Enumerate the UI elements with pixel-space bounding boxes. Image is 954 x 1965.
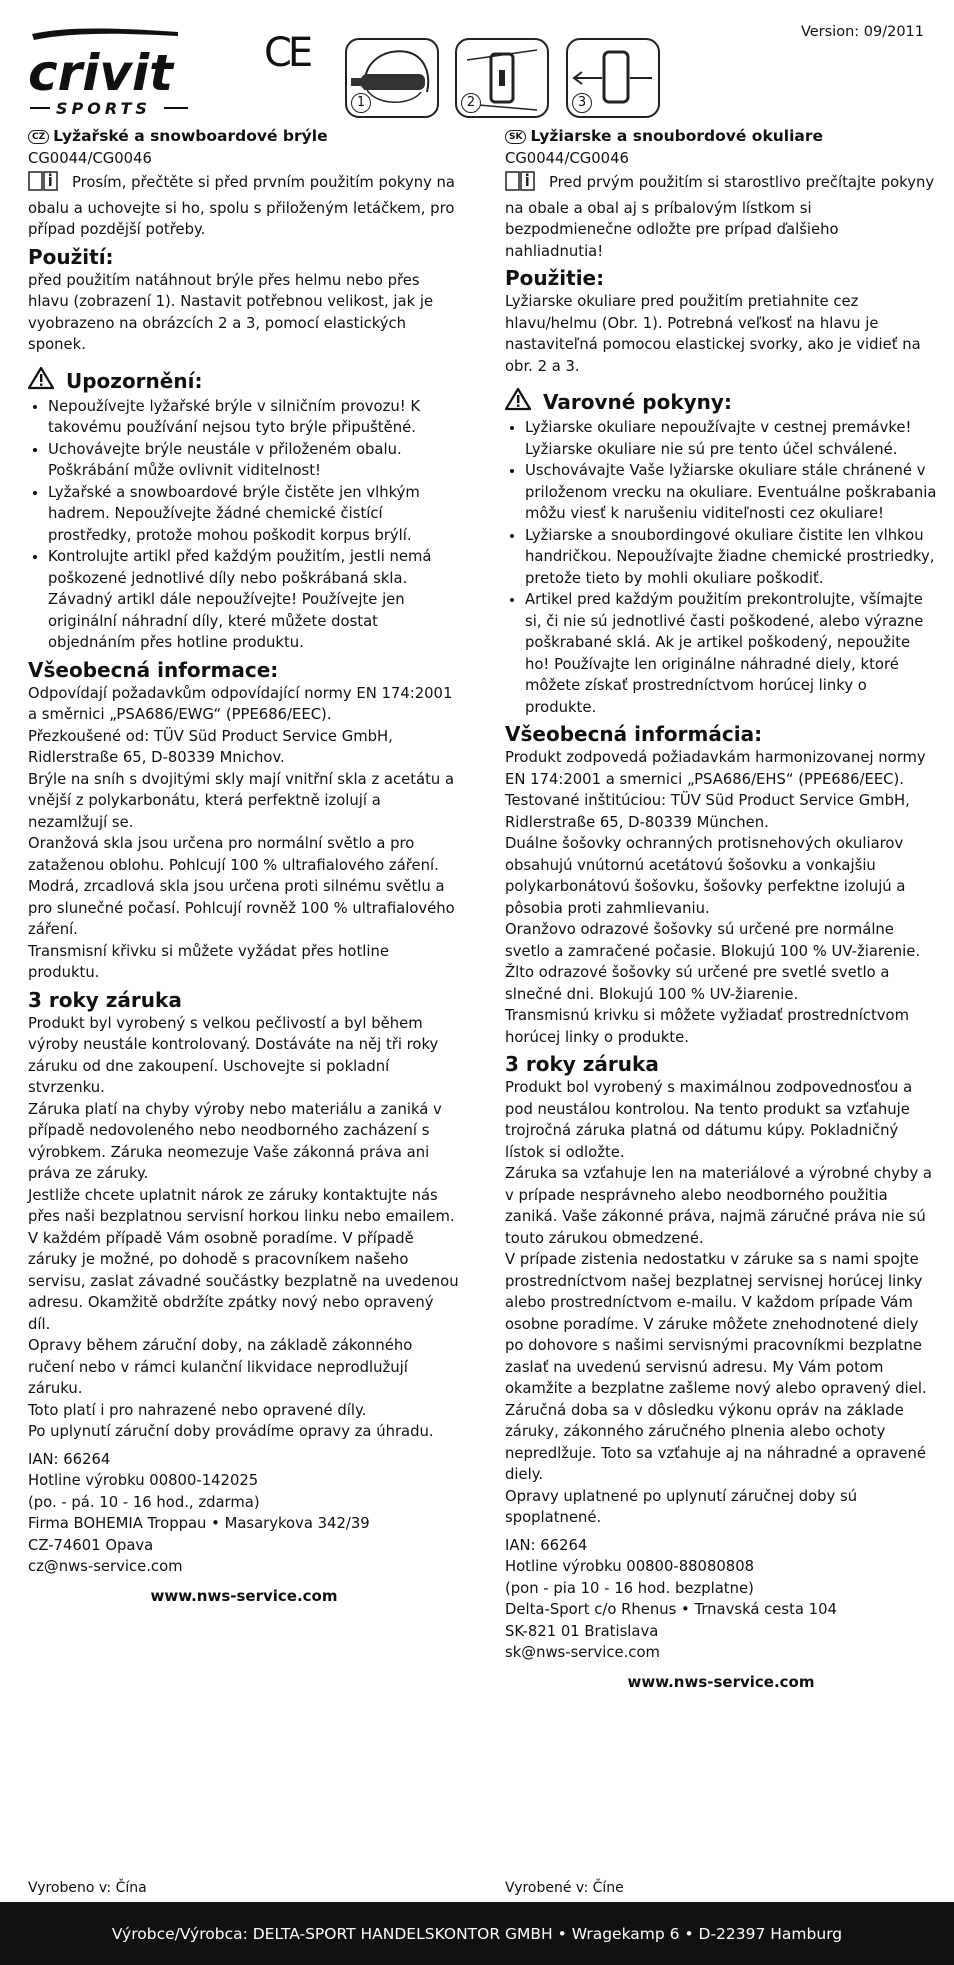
version-label: Version: 09/2011	[800, 24, 924, 40]
general-paragraph: Brýle na sníh s dvojitými skly mají vnitřní skla z acetátu a vnější z polykarbonátu, která perfektně izolují a nezamlžují se.	[28, 770, 455, 831]
manufacturer-footer	[0, 1902, 954, 1965]
list-item: • Artikel pred každým použitím prekontrolujte, všímajte si, či nie sú jednotlivé časti poškodené, alebo výrazne poškrabané sklá. Ak je artikel poškodený, nepoužite ho! Používajte len originálne náhradné diely, ktoré môžete získať prostredníctvom horúcej linky o produkte.	[525, 589, 937, 718]
general-paragraph: Transmisní křivku si můžete vyžádat přes hotline produktu.	[28, 942, 389, 981]
contact-city: CZ-74601 Opava	[28, 1536, 154, 1554]
warranty-paragraph: Jestliže chcete uplatnit nárok ze záruky kontaktujte nás přes naši bezplatnou servisní horkou linku nebo emailem.	[28, 1186, 455, 1225]
contact-email[interactable]: sk@nws-service.com	[505, 1644, 660, 1661]
made-in-cz: Vyrobeno v: Čína	[28, 1880, 147, 1896]
general-paragraph: Oranžová skla jsou určena pro normální světlo a pro zataženou oblohu. Pohlcují 100 % ultrafialového záření.	[28, 835, 439, 874]
contact-ian: IAN: 66264	[28, 1450, 111, 1468]
intro-paragraph	[505, 169, 937, 262]
made-in-sk: Vyrobené v: Číne	[505, 1880, 624, 1896]
warranty-paragraph: Toto platí i pro nahrazené nebo opravené díly.	[28, 1401, 367, 1419]
figure-number: 2	[461, 93, 481, 113]
warranty-paragraph: Záručná doba sa v dôsledku výkonu opráv na základe záruky, zákonného záručného plnenia alebo ochoty nepredlžuje. Toto sa vzťahuje aj na náhradné a opravené diely.	[505, 1401, 926, 1483]
contact-email[interactable]: cz@nws-service.com	[28, 1558, 183, 1575]
contact-hotline: Hotline výrobku 00800-88080808	[505, 1558, 755, 1575]
warranty-paragraph: V každém případě Vám osobně poradíme. V případě záruky je možné, po dohodě s pracovníkem našeho servisu, zaslat závadné součástky bezplatně na uvedenou adresu. Okamžitě obdržíte zpátky nový nebo opravený díl.	[28, 1229, 459, 1333]
product-title-text: Lyžařské a snowboardové brýle	[53, 127, 328, 145]
general-paragraph: Duálne šošovky ochranných protisnehových okuliarov obsahujú vnútornú acetátovú šošovku a vonkajšiu polykarbonátovú šošovku, šošovky perfektne izolujú a pôsobia proti zahmlievaniu.	[505, 835, 906, 917]
product-title-sk	[505, 126, 937, 148]
contact-city: SK-821 01 Bratislava	[505, 1622, 659, 1640]
warning-triangle-icon	[505, 387, 531, 417]
contact-hours: (pon - pia 10 - 16 hod. bezplatne)	[505, 1579, 754, 1597]
model-numbers: CG0044/CG0046	[28, 149, 152, 167]
figure-3-strap-adjust	[566, 38, 660, 118]
info-booklet-icon	[505, 169, 535, 198]
figure-number: 3	[572, 93, 592, 113]
warranty-paragraph: Záruka platí na chyby výroby nebo materiálu a zaniká v případě nedovoleného nebo neodborného zacházení s výrobkem. Záruka neomezuje Vaše zákonná práva ani práva ze záruky.	[28, 1100, 442, 1182]
heading-general-info: Všeobecná informace:	[28, 657, 279, 682]
warranty-paragraph: Produkt bol vyrobený s maximálnou zodpovednosťou a pod neustálou kontrolou. Na tento produkt sa vzťahuje trojročná záruka platná od dátumu kúpy. Pokladničný lístok si odložte.	[505, 1079, 913, 1161]
intro-paragraph	[28, 169, 460, 241]
intro-text: Pred prvým použitím si starostlivo prečítajte pokyny na obale a obal aj s príbalovým lístkom si bezpodmienečne odložte pre prípad ďalšieho nahliadnutia!	[505, 174, 935, 260]
general-paragraph: Oranžovo odrazové šošovky sú určené pre normálne svetlo a zamračené počasie. Blokujú 100 % UV-žiarenie.	[505, 921, 921, 960]
list-item: • Nepoužívejte lyžařské brýle v silničním provozu! K takovému používání nejsou tyto brýle připuštěné.	[48, 396, 460, 439]
crivit-logo	[28, 24, 200, 120]
contact-hotline: Hotline výrobku 00800-142025	[28, 1472, 259, 1489]
warranty-paragraph: Opravy během záruční doby, na základě zákonného ručení nebo v rámci kulanční likvidace neprodlužují záruku.	[28, 1337, 413, 1397]
column-cz	[28, 126, 460, 1607]
list-item: • Uschovávajte Vaše lyžiarske okuliare stále chránené v priloženom vrecku na okuliare. Eventuálne poškrabania môžu viesť k narušeniu viditeľnosti cez okuliare!	[525, 460, 937, 525]
list-item: • Lyžařské a snowboardové brýle čistěte jen vlhkým hadrem. Nepoužívejte žádné chemické čistící prostředky, protože mohou poškodit korpus brýlí.	[48, 482, 460, 547]
list-item: • Kontrolujte artikl před každým použitím, jestli nemá poškozené jednotlivé díly nebo poškrábaná skla. Závadný artikl dále nepoužívejte! Používejte jen originální náhradní díly, které můžete dostat objednáním přes hotline produktu.	[48, 546, 460, 654]
warranty-paragraph: Po uplynutí záruční doby provádíme opravy za úhradu.	[28, 1423, 434, 1440]
warning-triangle-icon	[28, 366, 54, 396]
use-text: Lyžiarske okuliare pred použitím pretiahnite cez hlavu/helmu (Obr. 1). Potrebná veľkosť na hlavu je nastaviteľná pomocou elastickej svorky, ako je vidieť na obr. 2 a 3.	[505, 293, 921, 375]
list-item: • Lyžiarske a snoubordingové okuliare čistite len vlhkou handričkou. Nepoužívajte žiadne chemické prostriedky, pretože tieto by mohli okuliare poškodiť.	[525, 525, 937, 590]
info-booklet-icon	[28, 169, 58, 198]
column-sk	[505, 126, 937, 1693]
language-flag-cz: CZ	[28, 130, 49, 144]
use-text: před použitím natáhnout brýle přes helmu nebo přes hlavu (zobrazení 1). Nastavit potřebnou velikost, jak je vyobrazeno na obrázcích 2 a 3, pomocí elastických sponek.	[28, 271, 434, 353]
heading-warnings	[28, 366, 460, 396]
warranty-paragraph: V prípade zistenia nedostatku v záruke sa s nami spojte prostredníctvom našej bezplatnej servisnej horúcej linky alebo prostredníctvom e-mailu. V každom prípade Vám osobne poradíme. V záruke môžete znehodnotené diely po dohovore s našimi servisnými pracovníkmi bezplatne zaslať na uvedenú servisnú adresu. My Vám potom okamžite a bezplatne zašleme nový alebo opravený diel.	[505, 1251, 927, 1397]
general-paragraph: Odpovídají požadavkům odpovídající normy EN 174:2001 a směrnici „PSA686/EWG“ (PPE686/EEC).	[28, 684, 453, 723]
general-paragraph: Testované inštitúciou: TÜV Süd Product Service GmbH, Ridlerstraße 65, D-80339 München.	[505, 792, 910, 831]
general-paragraph: Produkt zodpovedá požiadavkám harmonizovanej normy EN 174:2001 a smernici „PSA686/EHS“ (PPE686/EEC).	[505, 749, 926, 788]
warnings-list	[28, 396, 460, 654]
contact-company: Delta-Sport c/o Rhenus • Trnavská cesta 104	[505, 1601, 837, 1618]
warnings-list	[505, 417, 937, 718]
model-numbers: CG0044/CG0046	[505, 149, 629, 167]
manufacturer-text: Výrobce/Výrobca: DELTA-SPORT HANDELSKONTOR GMBH • Wragekamp 6 • D-22397 Hamburg	[111, 1924, 843, 1943]
heading-warnings-text: Upozornění:	[66, 368, 203, 393]
crivit-logo-graphic	[28, 24, 200, 120]
contact-company: Firma BOHEMIA Troppau • Masarykova 342/39	[28, 1515, 370, 1532]
list-item: • Uchovávejte brýle neustále v přiloženém obalu. Poškrábání může ovlivnit viditelnost!	[48, 439, 460, 482]
product-title-text: Lyžiarske a snoubordové okuliare	[530, 127, 824, 145]
list-item: • Lyžiarske okuliare nepoužívajte v cestnej premávke! Lyžiarske okuliare nie sú pre tento účel schválené.	[525, 417, 937, 460]
heading-use: Použitie:	[505, 266, 605, 290]
heading-warranty: 3 roky záruka	[28, 987, 182, 1012]
heading-warnings	[505, 387, 937, 417]
website-link[interactable]: www.nws-service.com	[627, 1672, 815, 1691]
contact-hours: (po. - pá. 10 - 16 hod., zdarma)	[28, 1493, 260, 1511]
general-paragraph: Žlto odrazové šošovky sú určené pre svetlé svetlo a slnečné dni. Blokujú 100 % UV-žiarenie.	[505, 964, 890, 1003]
general-paragraph: Modrá, zrcadlová skla jsou určena proti silnému světlu a pro slunečné počasí. Pohlcují rovněž 100 % ultrafialového záření.	[28, 878, 455, 938]
general-paragraph: Přezkoušené od: TÜV Süd Product Service GmbH, Ridlerstraße 65, D-80339 Mnichov.	[28, 727, 393, 766]
intro-text: Prosím, přečtěte si před prvním použitím pokyny na obalu a uchovejte si ho, spolu s přiloženým letáčkem, pro případ pozdější potřeby.	[28, 174, 455, 238]
heading-general-info: Všeobecná informácia:	[505, 722, 763, 746]
website-link[interactable]: www.nws-service.com	[150, 1586, 338, 1605]
heading-use: Použití:	[28, 244, 114, 269]
ce-mark: CE	[264, 30, 310, 76]
brand-subtext: SPORTS	[56, 99, 151, 118]
warranty-paragraph: Záruka sa vzťahuje len na materiálové a výrobné chyby a v prípade nesprávneho alebo neodborného použitia zaniká. Vaše zákonné práva, najmä záručné práva nie sú touto zárukou obmedzené.	[505, 1165, 932, 1247]
brand-text: crivit	[28, 44, 174, 102]
language-flag-sk: SK	[505, 130, 526, 144]
general-paragraph: Transmisnú krivku si môžete vyžiadať prostredníctvom horúcej linky o produkte.	[505, 1007, 910, 1046]
figure-1-goggles-on-helmet	[345, 38, 439, 118]
figure-number: 1	[351, 93, 371, 113]
contact-ian: IAN: 66264	[505, 1536, 588, 1554]
heading-warranty: 3 roky záruka	[505, 1052, 659, 1076]
warranty-paragraph: Produkt byl vyrobený s velkou pečlivostí a byl během výroby neustále kontrolovaný. Dostáváte na něj tři roky záruku od dne zakoupení. Uschovejte si pokladní stvrzenku.	[28, 1014, 439, 1096]
heading-warnings-text: Varovné pokyny:	[543, 390, 732, 414]
product-title-cz	[28, 126, 460, 148]
warranty-paragraph: Opravy uplatnené po uplynutí záručnej doby sú spoplatnené.	[505, 1487, 858, 1526]
figure-2-strap-clip	[455, 38, 549, 118]
